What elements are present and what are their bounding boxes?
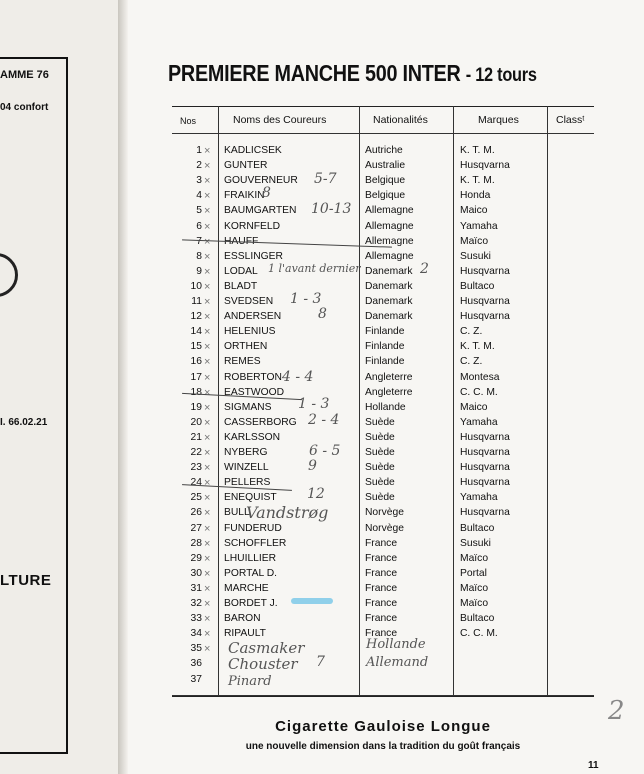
rider-brand: Portal [460, 567, 487, 579]
rider-brand: Maico [460, 401, 488, 413]
rider-number: 35 [190, 643, 202, 655]
rider-number: 22 [190, 447, 202, 458]
rider-number: 19 [190, 401, 202, 413]
rider-name: WINZELL [224, 462, 269, 474]
rider-number: 16 [190, 356, 202, 368]
highlight-mark [291, 598, 333, 604]
rider-nationality: Danemark [365, 280, 413, 292]
table-row [172, 598, 594, 613]
rider-nationality: Finlande [365, 341, 405, 353]
check-mark: × [204, 326, 211, 339]
check-mark: × [204, 311, 211, 324]
rider-nationality: Suède [365, 431, 395, 443]
table-row [172, 311, 594, 326]
handwritten-note: 10-13 [311, 201, 352, 217]
check-mark: × [204, 628, 211, 641]
table-row [172, 251, 594, 266]
check-mark: × [204, 416, 211, 429]
rider-brand: Husqvarna [460, 296, 510, 307]
table-row [172, 613, 594, 628]
rider-number: 12 [190, 311, 202, 323]
rider-brand: K. T. M. [460, 175, 495, 187]
table-row [172, 568, 594, 583]
rider-brand: Bultaco [460, 280, 495, 292]
rider-nationality: Allemagne [365, 205, 414, 217]
table-row [172, 432, 594, 447]
rider-nationality: Norvège [365, 522, 404, 534]
table-row [172, 387, 594, 402]
handwritten-name: Casmaker [228, 639, 305, 657]
rider-number: 25 [190, 492, 202, 504]
rider-brand: Husqvarna [460, 311, 510, 323]
rider-number: 32 [190, 598, 202, 609]
table-row [172, 221, 594, 236]
rider-name: NYBERG [224, 447, 268, 458]
rider-nationality: France [365, 628, 398, 640]
rider-nationality: Danemark [365, 265, 413, 277]
check-mark: × [204, 265, 211, 278]
handwritten-note: 1 l'avant dernier [268, 262, 361, 275]
table-row [172, 175, 594, 190]
rider-name: BAUMGARTEN [224, 205, 297, 217]
rider-number: 33 [190, 613, 202, 625]
rider-number: 34 [190, 628, 202, 640]
rider-nationality: Suède [365, 462, 395, 474]
rider-name: ROBERTON [224, 371, 282, 383]
page-number: 11 [588, 760, 599, 771]
rider-number: 23 [190, 462, 202, 474]
check-mark: × [204, 431, 211, 444]
check-mark: × [204, 462, 211, 475]
check-mark: × [204, 582, 211, 595]
check-mark: × [204, 235, 211, 248]
rider-name: SVEDSEN [224, 296, 274, 307]
header-brand: Marques [478, 114, 519, 126]
rider-brand: Husqvarna [460, 447, 510, 458]
handwritten-note: 1 - 3 [290, 291, 322, 307]
handwritten-note: 8 [262, 185, 271, 201]
rider-nationality: France [365, 613, 398, 625]
header-divider [172, 133, 594, 134]
page-title [168, 60, 537, 87]
check-mark: × [204, 250, 211, 263]
left-text-1: AMME 76 [0, 69, 49, 81]
rider-number: 4 [196, 190, 202, 202]
rider-number: 11 [191, 296, 202, 307]
rider-name: PORTAL D. [224, 567, 278, 579]
rider-number: 30 [190, 567, 202, 579]
rider-name: LHUILLIER [224, 552, 277, 564]
rider-name: GOUVERNEUR [224, 175, 298, 187]
check-mark: × [204, 477, 211, 490]
header-nat: Nationalités [373, 114, 428, 126]
rider-nationality: Suède [365, 492, 395, 504]
rider-brand: Maico [460, 205, 488, 217]
rider-name: BULL [224, 507, 250, 519]
check-mark: × [204, 190, 211, 203]
rider-nationality: Allemagne [365, 235, 414, 247]
title-sub: - 12 tours [465, 65, 537, 86]
handwritten-note: 9 [308, 458, 317, 474]
rider-name: EASTWOOD [224, 386, 285, 398]
handwritten-nat: Allemand [366, 655, 429, 670]
rider-number: 28 [190, 537, 202, 549]
rider-name: FRAIKIN [224, 190, 265, 202]
rider-brand: Honda [460, 190, 491, 202]
table-row [172, 507, 594, 522]
rider-brand: Bultaco [460, 613, 495, 625]
rider-number: 8 [196, 250, 202, 262]
handwritten-note: Vandstrøg [246, 503, 329, 522]
check-mark: × [204, 643, 211, 656]
rider-number: 15 [190, 341, 202, 353]
check-mark: × [204, 552, 211, 565]
rider-name: ANDERSEN [224, 311, 282, 323]
rider-brand: Husqvarna [460, 160, 510, 172]
rider-number: 5 [196, 205, 202, 217]
rider-nationality: Norvège [365, 507, 404, 519]
rider-nationality: France [365, 537, 398, 549]
check-mark: × [204, 356, 211, 369]
table-row [172, 326, 594, 341]
rider-nationality: Suède [365, 447, 395, 458]
table-row [172, 281, 594, 296]
rider-name: BARON [224, 613, 261, 625]
rider-number: 21 [190, 431, 202, 443]
rider-name: BORDET J. [224, 598, 278, 609]
check-mark: × [204, 507, 211, 520]
rider-name: SIGMANS [224, 401, 272, 413]
rider-brand: Yamaha [460, 416, 498, 428]
check-mark: × [204, 280, 211, 293]
table-row [172, 462, 594, 477]
rider-number: 24 [190, 477, 202, 489]
rider-name: MARCHE [224, 582, 269, 594]
footer-divider [172, 695, 594, 696]
table-row [172, 145, 594, 160]
handwritten-note: 12 [307, 486, 325, 502]
rider-brand: Montesa [460, 371, 500, 383]
rider-number: 26 [190, 507, 202, 519]
rider-number: 37 [190, 673, 202, 685]
rider-name: ORTHEN [224, 341, 268, 353]
table-row [172, 477, 594, 492]
rider-nationality: Suède [365, 416, 395, 428]
table-row [172, 492, 594, 507]
table-row [172, 190, 594, 205]
rider-number: 31 [190, 582, 202, 594]
rider-nationality: Suède [365, 477, 395, 489]
handwritten-note: 6 - 5 [309, 443, 341, 459]
rider-name: KADLICSEK [224, 145, 282, 156]
rider-brand: Maïco [460, 235, 489, 247]
table-row [172, 356, 594, 371]
footer-title: Cigarette Gauloise Longue [275, 718, 491, 735]
rider-nationality: Danemark [365, 296, 413, 307]
rider-nationality: Angleterre [365, 386, 413, 398]
check-mark: × [204, 567, 211, 580]
rider-nationality: Belgique [365, 190, 406, 202]
rider-brand: Susuki [460, 537, 491, 549]
rider-brand: Yamaha [460, 492, 498, 504]
rider-name: FUNDERUD [224, 522, 282, 534]
rider-name: PELLERS [224, 477, 271, 489]
handwritten-note: 8 [318, 306, 327, 322]
rider-nationality: Finlande [365, 326, 405, 338]
rider-number: 6 [196, 220, 202, 232]
rider-brand: C. C. M. [460, 386, 498, 398]
check-mark: × [204, 522, 211, 535]
handwritten-note: 1 - 3 [298, 396, 330, 412]
handwritten-note: 7 [316, 654, 325, 670]
rider-nationality: France [365, 598, 398, 609]
rider-name: BLADT [224, 280, 258, 292]
rider-name: KARLSSON [224, 431, 281, 443]
check-mark: × [204, 296, 211, 308]
rider-nationality: France [365, 567, 398, 579]
check-mark: × [204, 220, 211, 233]
check-mark: × [204, 205, 211, 218]
left-text-2: 04 confort [0, 102, 49, 113]
check-mark: × [204, 160, 211, 173]
rider-brand: Husqvarna [460, 265, 510, 277]
rider-brand: C. C. M. [460, 628, 498, 640]
handwritten-note: 4 - 4 [282, 369, 314, 385]
rider-number: 3 [196, 175, 202, 187]
handwritten-note: 2 [608, 696, 625, 726]
rider-name: ENEQUIST [224, 492, 277, 504]
rider-brand: Maïco [460, 598, 489, 609]
handwritten-note: 2 - 4 [308, 412, 340, 428]
rider-nationality: Angleterre [365, 371, 413, 383]
rider-nationality: Australie [365, 160, 406, 172]
table-row [172, 402, 594, 417]
rider-nationality: France [365, 552, 398, 564]
rider-name: HELENIUS [224, 326, 276, 338]
rider-nationality: Autriche [365, 145, 403, 156]
check-mark: × [204, 175, 211, 188]
table-row [172, 538, 594, 553]
rider-brand: Husqvarna [460, 477, 510, 489]
rider-name: SCHOFFLER [224, 537, 287, 549]
rider-brand: Husqvarna [460, 507, 510, 519]
rider-nationality: Danemark [365, 311, 413, 323]
rider-brand: Husqvarna [460, 462, 510, 474]
left-page-box [0, 57, 68, 754]
handwritten-nat: Hollande [366, 637, 426, 652]
rider-brand: Maïco [460, 552, 489, 564]
rider-brand: Susuki [460, 250, 491, 262]
handwritten-name: Pinard [228, 674, 272, 689]
check-mark: × [204, 447, 211, 459]
check-mark: × [204, 537, 211, 550]
header-num: Nos [180, 116, 197, 126]
table-row [172, 205, 594, 220]
rider-number: 20 [190, 416, 202, 428]
check-mark: × [204, 145, 211, 157]
check-mark: × [204, 598, 211, 610]
rider-number: 10 [190, 280, 202, 292]
rider-name: REMES [224, 356, 261, 368]
table-row [172, 160, 594, 175]
rider-number: 29 [190, 552, 202, 564]
rider-nationality: France [365, 582, 398, 594]
rider-nationality: Belgique [365, 175, 406, 187]
title-main: PREMIERE MANCHE 500 INTER [168, 60, 461, 86]
rider-nationality: Finlande [365, 356, 405, 368]
header-name: Noms des Coureurs [233, 114, 327, 126]
table-row [172, 553, 594, 568]
rider-number: 36 [190, 658, 202, 670]
left-page [0, 0, 118, 774]
left-text-4: LTURE [0, 572, 52, 589]
rider-brand: C. Z. [460, 326, 483, 338]
rider-number: 9 [196, 265, 202, 277]
page-fold [118, 0, 128, 774]
rider-nationality: Allemagne [365, 220, 414, 232]
header-class: Classᵗ [556, 114, 585, 126]
handwritten-note: 5-7 [314, 171, 337, 187]
rider-number: 14 [190, 326, 202, 338]
rider-name: GUNTER [224, 160, 268, 172]
check-mark: × [204, 492, 211, 505]
rider-number: 27 [190, 522, 202, 534]
table-row [172, 417, 594, 432]
rider-name: ESSLINGER [224, 250, 283, 262]
rider-name: HAUFF [224, 235, 259, 247]
rider-name: KORNFELD [224, 220, 281, 232]
rider-brand: K. T. M. [460, 341, 495, 353]
rider-number: 2 [196, 160, 202, 172]
rider-brand: C. Z. [460, 356, 483, 368]
handwritten-name: Chouster [228, 655, 298, 673]
table-row [172, 266, 594, 281]
table-row [172, 372, 594, 387]
rider-number: 18 [190, 386, 202, 398]
table-row [172, 583, 594, 598]
rider-brand: Maïco [460, 582, 489, 594]
left-text-3: I. 66.02.21 [0, 417, 48, 428]
check-mark: × [204, 386, 211, 399]
rider-nationality: Hollande [365, 401, 406, 413]
table-row [172, 447, 594, 462]
rider-nationality: Allemagne [365, 250, 414, 262]
footer-subtitle: une nouvelle dimension dans la tradition du goût français [245, 741, 521, 752]
rider-name: CASSERBORG [224, 416, 297, 428]
rider-number: 1 [196, 145, 202, 156]
rider-brand: Yamaha [460, 220, 498, 232]
check-mark: × [204, 613, 211, 626]
table-row [172, 523, 594, 538]
check-mark: × [204, 371, 211, 384]
check-mark: × [204, 341, 211, 354]
check-mark: × [204, 401, 211, 414]
rider-brand: K. T. M. [460, 145, 495, 156]
table-row [172, 236, 594, 251]
rider-brand: Husqvarna [460, 431, 510, 443]
rider-brand: Bultaco [460, 522, 495, 534]
rider-name: LODAL [224, 265, 258, 277]
rider-number: 17 [190, 371, 202, 383]
handwritten-note: 2 [420, 261, 429, 277]
table-row [172, 341, 594, 356]
rider-number: 7 [196, 235, 202, 247]
table-row [172, 296, 594, 311]
rider-name: RIPAULT [224, 628, 266, 640]
